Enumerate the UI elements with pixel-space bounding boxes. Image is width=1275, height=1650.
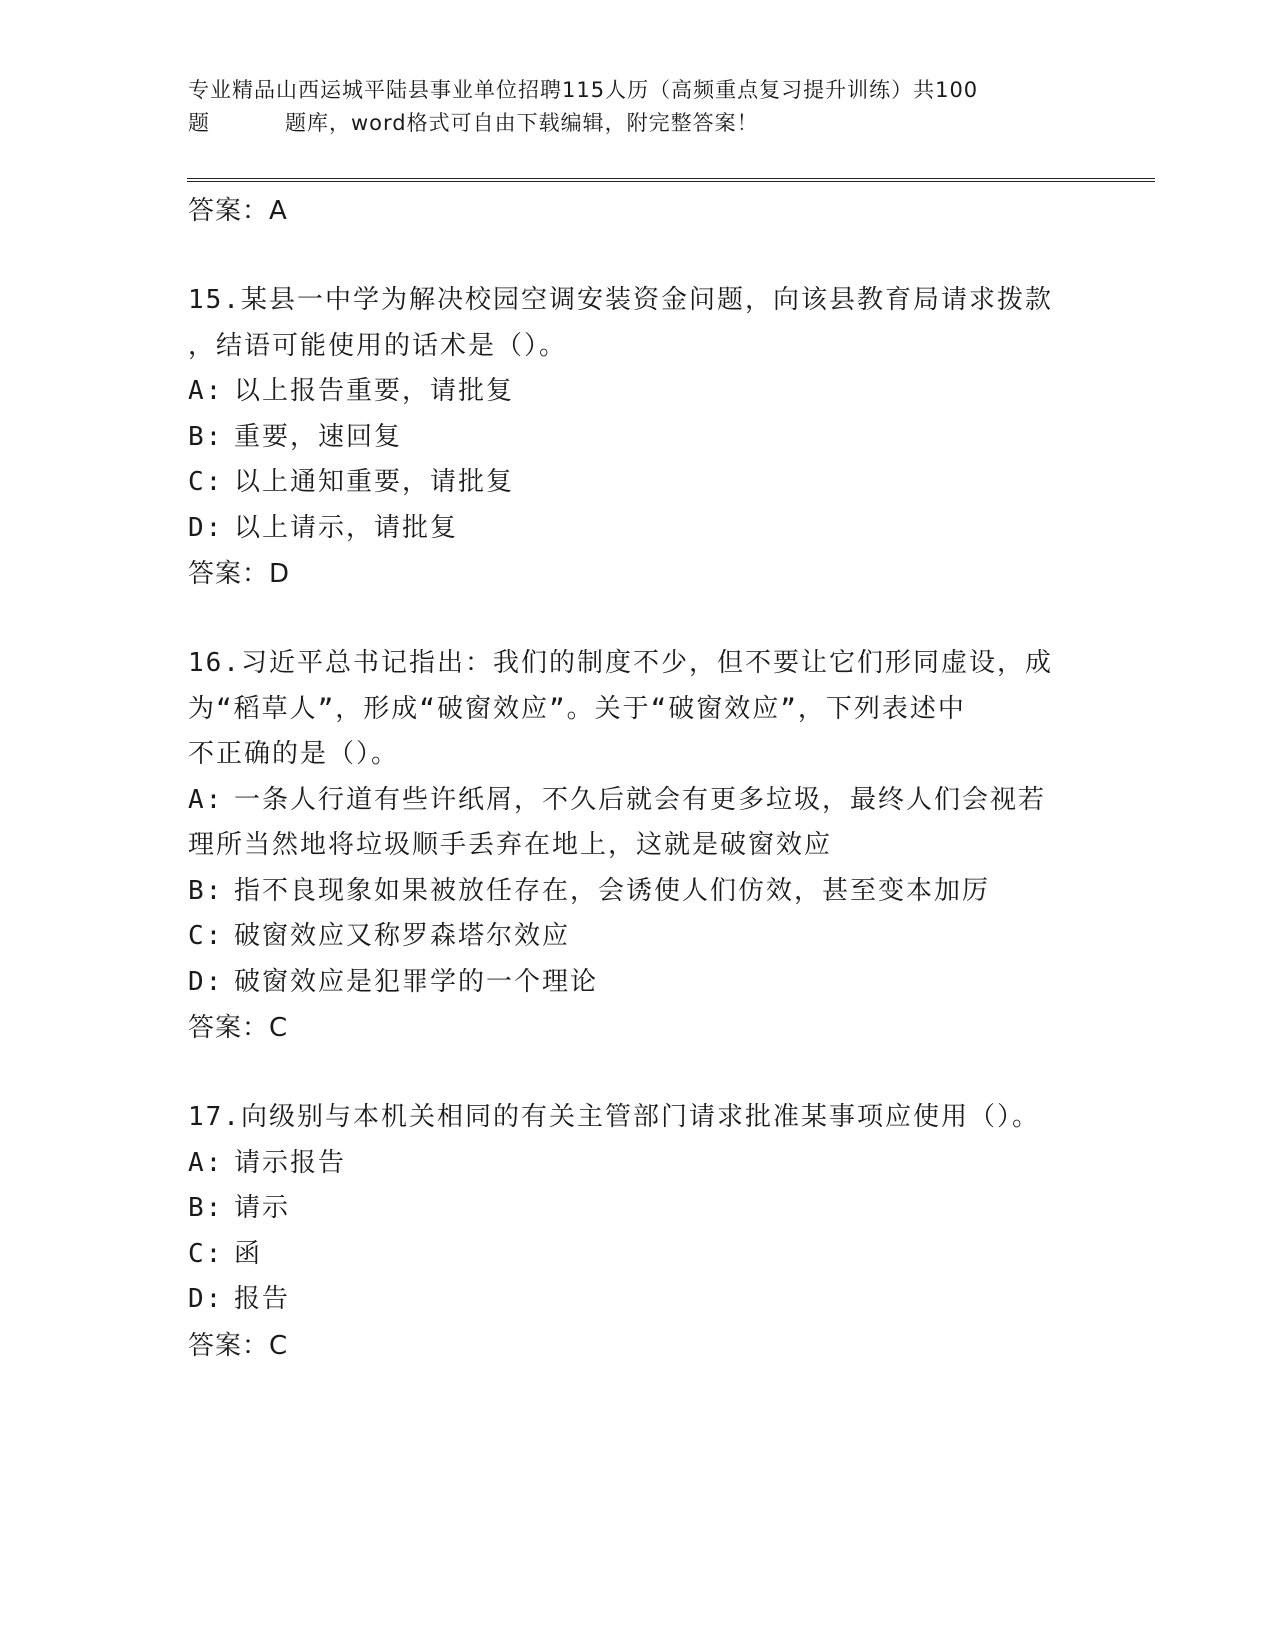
question-text: ，结语可能使用的话术是（）。 [188, 330, 568, 361]
option-key: C: [188, 1238, 224, 1269]
option-a-continued: 理所当然地将垃圾顺手丢弃在地上，这就是破窗效应 [188, 830, 833, 860]
question-text: 17.向级别与本机关相同的有关主管部门请求批准某事项应使用（）。 [188, 1102, 1040, 1132]
option-key: D: [188, 512, 224, 543]
header-title-line2-left: 题 [188, 111, 210, 135]
question-text: 不正确的是（）。 [188, 739, 400, 769]
option-b [188, 1186, 1088, 1232]
option-a [188, 1141, 1088, 1187]
option-text: 一条人行道有些许纸屑，不久后就会有更多垃圾，最终人们会视若 [234, 784, 1047, 815]
option-key: D: [188, 1284, 224, 1314]
option-key: B: [188, 875, 224, 906]
option-a [188, 778, 1088, 824]
option-d [188, 506, 1088, 552]
option-text: 破窗效应是犯罪学的一个理论 [234, 966, 599, 997]
header-title-line1: 专业精品山西运城平陆县事业单位招聘115人历（高频重点复习提升训练）共100 [188, 78, 979, 102]
question-text: 16.习近平总书记指出：我们的制度不少，但不要让它们形同虚设，成 [188, 648, 1053, 678]
answer-prev: 答案：A [188, 196, 288, 226]
option-c [188, 1232, 1088, 1278]
option-key: B: [188, 1193, 224, 1223]
question-15 [188, 278, 1088, 597]
option-text: 以上通知重要，请批复 [234, 467, 515, 497]
option-text: 报告 [234, 1284, 291, 1314]
question-17 [188, 1095, 1088, 1369]
option-c [188, 460, 1088, 506]
header-divider [187, 178, 1155, 182]
option-key: D: [188, 966, 224, 997]
option-text: 以上报告重要，请批复 [234, 376, 515, 406]
option-d [188, 1277, 1088, 1323]
option-text: 函 [234, 1238, 263, 1269]
header-title-line2 [188, 107, 1088, 140]
option-text: 破窗效应又称罗森塔尔效应 [234, 921, 571, 951]
option-key: A: [188, 376, 224, 406]
option-key: A: [188, 784, 224, 815]
header-title-line2-right: 题库，word格式可自由下载编辑，附完整答案！ [285, 111, 759, 135]
option-b [188, 415, 1088, 461]
option-key: A: [188, 1147, 224, 1178]
option-text: 以上请示，请批复 [234, 512, 459, 543]
question-text: 为“稻草人”，形成“破窗效应”。关于“破窗效应”，下列表述中 [188, 693, 966, 724]
option-key: B: [188, 421, 224, 452]
document-body [188, 188, 1088, 1369]
answer-15: 答案：D [188, 559, 291, 589]
question-16 [188, 641, 1088, 1051]
option-b [188, 869, 1088, 915]
option-text: 请示 [234, 1193, 291, 1223]
answer-16: 答案：C [188, 1013, 289, 1043]
answer-17: 答案：C [188, 1330, 289, 1361]
page-header [188, 74, 1088, 140]
option-text: 重要，速回复 [234, 421, 403, 452]
question-text: 15.某县一中学为解决校园空调安装资金问题，向该县教育局请求拨款 [188, 285, 1053, 315]
option-a [188, 369, 1088, 415]
option-key: C: [188, 921, 224, 951]
option-c [188, 914, 1088, 960]
option-key: C: [188, 467, 224, 497]
option-text: 指不良现象如果被放任存在，会诱使人们仿效，甚至变本加厉 [234, 875, 991, 906]
option-d [188, 960, 1088, 1006]
option-text: 请示报告 [234, 1147, 347, 1178]
